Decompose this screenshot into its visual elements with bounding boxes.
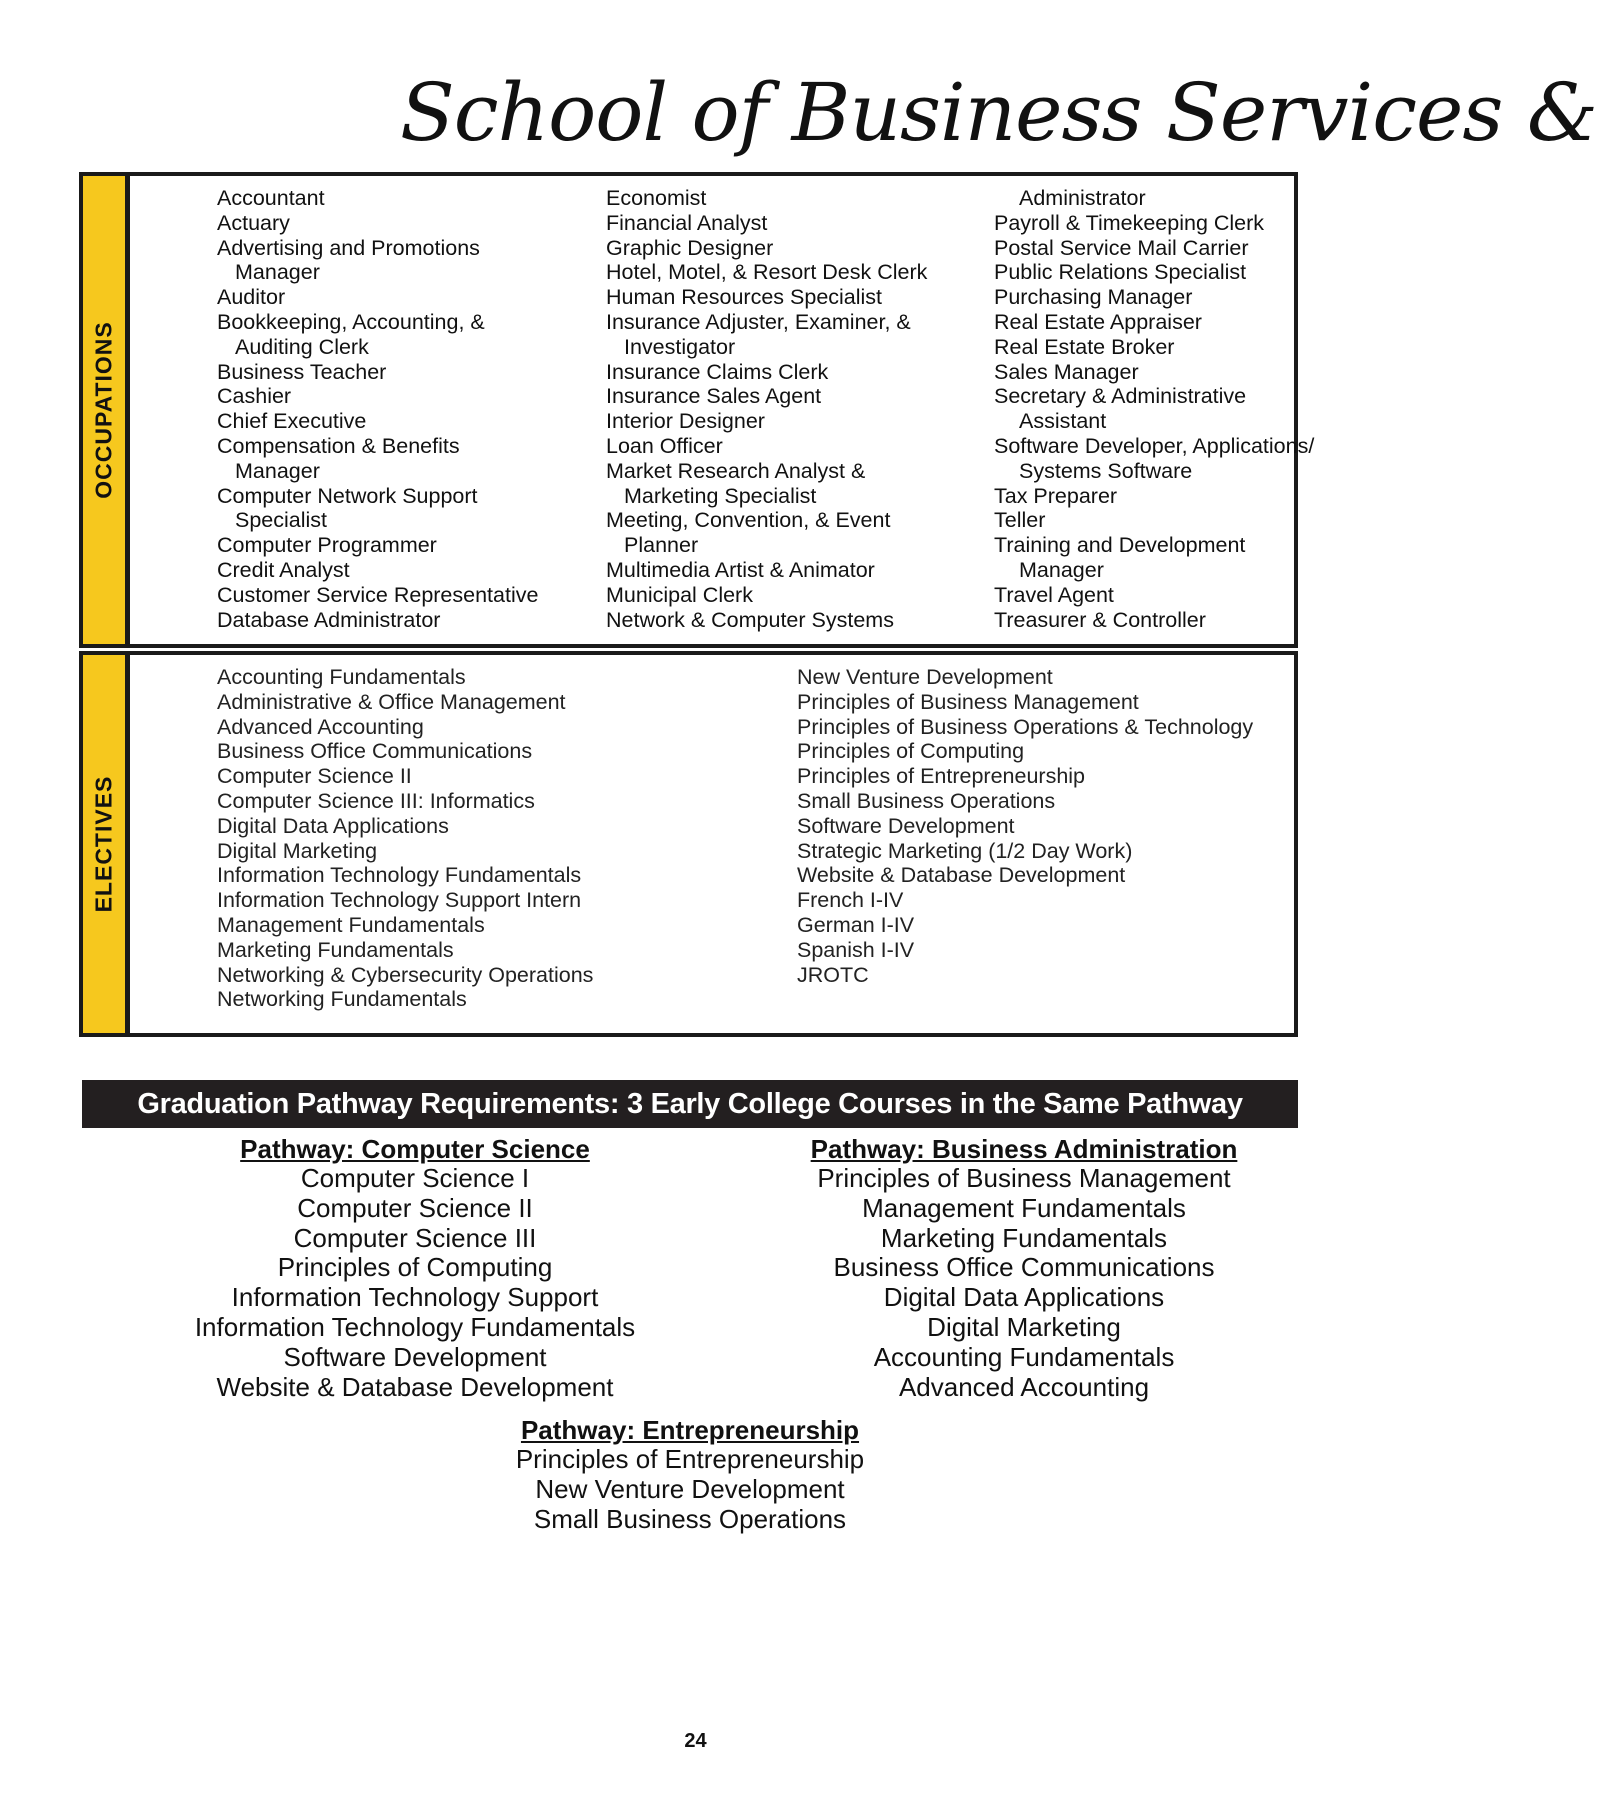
list-item: Principles of Entrepreneurship	[515, 1444, 865, 1474]
list-item: Spanish I-IV	[797, 937, 915, 962]
list-item: Purchasing Manager	[994, 285, 1193, 310]
electives-side-tab	[83, 655, 130, 1033]
list-item: Marketing Specialist	[624, 483, 817, 508]
list-item: Principles of Business Management	[817, 1163, 1231, 1193]
list-item: Assistant	[1019, 409, 1107, 434]
list-item: Principles of Business Management	[797, 689, 1139, 714]
list-item: New Venture Development	[535, 1473, 845, 1504]
list-item: Software Development	[283, 1341, 547, 1372]
list-item: Computer Programmer	[217, 533, 437, 558]
list-item: Computer Science II	[217, 764, 412, 789]
list-item: Meeting, Convention, & Event	[606, 508, 891, 533]
list-item: Market Research Analyst &	[606, 458, 866, 483]
list-item: Networking & Cybersecurity Operations	[217, 962, 594, 987]
list-item: Information Technology Support Intern	[217, 888, 582, 913]
list-item: Manager	[1019, 557, 1104, 582]
pathway-title: Pathway: Business Administration	[810, 1134, 1238, 1164]
list-item: Digital Marketing	[217, 838, 378, 863]
list-item: Accounting Fundamentals	[873, 1341, 1175, 1372]
list-item: Public Relations Specialist	[994, 260, 1247, 285]
list-item: Database Administrator	[217, 607, 441, 632]
list-item: Real Estate Appraiser	[994, 309, 1202, 334]
list-item: Chief Executive	[217, 409, 367, 434]
occupations-column-3	[994, 186, 1314, 632]
list-item: Travel Agent	[994, 582, 1114, 607]
list-item: Insurance Claims Clerk	[606, 359, 829, 384]
list-item: Payroll & Timekeeping Clerk	[994, 210, 1265, 235]
list-item: Administrative & Office Management	[217, 689, 566, 714]
list-item: Computer Science III: Informatics	[217, 788, 535, 813]
list-item: Customer Service Representative	[217, 582, 539, 607]
list-item: Systems Software	[1019, 458, 1193, 483]
list-item: Management Fundamentals	[217, 912, 485, 937]
graduation-banner: Graduation Pathway Requirements: 3 Early College Courses in the Same Pathway	[82, 1080, 1298, 1128]
list-item: Business Office Communications	[833, 1252, 1215, 1283]
pathway-title: Pathway: Computer Science	[240, 1134, 590, 1164]
list-item: Bookkeeping, Accounting, &	[217, 309, 485, 334]
list-item: Networking Fundamentals	[217, 987, 467, 1012]
list-item: Marketing Fundamentals	[217, 937, 454, 962]
list-item: French I-IV	[797, 888, 904, 913]
list-item: Digital Data Applications	[217, 813, 449, 838]
list-item: Treasurer & Controller	[994, 607, 1206, 632]
list-item: Digital Marketing	[927, 1311, 1121, 1342]
list-item: Loan Officer	[606, 433, 723, 458]
list-item: Hotel, Motel, & Resort Desk Clerk	[606, 260, 928, 285]
list-item: New Venture Development	[797, 665, 1053, 689]
occupations-label: OCCUPATIONS	[90, 321, 117, 499]
list-item: Software Developer, Applications/	[994, 433, 1315, 458]
list-item: Compensation & Benefits	[217, 433, 460, 458]
list-item: Principles of Entrepreneurship	[797, 764, 1086, 789]
list-item: Secretary & Administrative	[994, 384, 1247, 409]
list-item: Actuary	[217, 210, 290, 235]
list-item: Small Business Operations	[797, 788, 1056, 813]
list-item: Multimedia Artist & Animator	[606, 557, 875, 582]
list-item: Economist	[606, 186, 707, 210]
pathway-entrepreneurship	[390, 1415, 990, 1534]
list-item: Manager	[235, 458, 320, 483]
list-item: Auditor	[217, 285, 286, 310]
pathway-course-list	[724, 1164, 1324, 1402]
list-item: Small Business Operations	[533, 1503, 847, 1534]
list-item: Financial Analyst	[606, 210, 768, 235]
electives-column-1	[217, 665, 593, 1012]
list-item: Tax Preparer	[994, 483, 1118, 508]
list-item: Computer Network Support	[217, 483, 478, 508]
list-item: Credit Analyst	[217, 557, 350, 582]
pathway-title: Pathway: Entrepreneurship	[520, 1415, 860, 1445]
pathway-course-list	[115, 1164, 715, 1402]
list-item: Cashier	[217, 384, 292, 409]
list-item: Digital Data Applications	[883, 1282, 1165, 1313]
list-item: Principles of Computing	[277, 1252, 553, 1283]
list-item: Insurance Adjuster, Examiner, &	[606, 309, 911, 334]
list-item: Postal Service Mail Carrier	[994, 235, 1249, 260]
list-item: Graphic Designer	[606, 235, 774, 260]
list-item: Computer Science III	[293, 1222, 537, 1253]
list-item: Training and Development	[994, 533, 1246, 558]
occupations-column-1	[217, 186, 538, 632]
list-item: Advanced Accounting	[217, 714, 424, 739]
list-item: Management Fundamentals	[862, 1192, 1186, 1223]
list-item: Interior Designer	[606, 409, 765, 434]
list-item: Computer Science I	[300, 1163, 530, 1193]
page-title: School of Business Services &	[400, 66, 1597, 159]
list-item: Accountant	[217, 186, 325, 210]
pathway-business-administration	[724, 1134, 1324, 1402]
list-item: Advertising and Promotions	[217, 235, 480, 260]
list-item: Teller	[994, 508, 1046, 533]
pathway-course-list	[390, 1445, 990, 1534]
list-item: Municipal Clerk	[606, 582, 753, 607]
list-item: Information Technology Fundamentals	[217, 863, 582, 888]
list-item: Specialist	[235, 508, 328, 533]
list-item: JROTC	[797, 962, 869, 987]
list-item: Manager	[235, 260, 320, 285]
list-item: Marketing Fundamentals	[880, 1222, 1168, 1253]
list-item: Insurance Sales Agent	[606, 384, 822, 409]
occupations-panel	[79, 172, 1315, 648]
page-number: 24	[684, 1730, 707, 1752]
list-item: Strategic Marketing (1/2 Day Work)	[797, 838, 1133, 863]
list-item: German I-IV	[797, 912, 915, 937]
list-item: Website & Database Development	[797, 863, 1126, 888]
list-item: Planner	[624, 533, 699, 558]
list-item: Auditing Clerk	[235, 334, 369, 359]
list-item: Principles of Computing	[797, 739, 1025, 764]
list-item: Computer Science II	[297, 1192, 533, 1223]
list-item: Sales Manager	[994, 359, 1139, 384]
electives-panel	[79, 651, 1298, 1037]
list-item: Network & Computer Systems	[606, 607, 894, 632]
list-item: Business Teacher	[217, 359, 387, 384]
list-item: Business Office Communications	[217, 739, 533, 764]
list-item: Software Development	[797, 813, 1015, 838]
list-item: Information Technology Support	[231, 1282, 599, 1313]
electives-column-2	[797, 665, 1253, 987]
list-item: Principles of Business Operations & Technology	[797, 714, 1254, 739]
list-item: Real Estate Broker	[994, 334, 1175, 359]
list-item: Accounting Fundamentals	[217, 665, 466, 689]
occupations-side-tab	[83, 176, 130, 644]
list-item: Administrator	[1019, 186, 1146, 210]
list-item: Advanced Accounting	[898, 1371, 1150, 1402]
occupations-column-2	[606, 186, 927, 632]
electives-label: ELECTIVES	[90, 775, 117, 913]
list-item: Investigator	[624, 334, 736, 359]
list-item: Information Technology Fundamentals	[194, 1311, 636, 1342]
pathway-computer-science	[115, 1134, 715, 1402]
list-item: Website & Database Development	[216, 1371, 614, 1402]
list-item: Human Resources Specialist	[606, 285, 883, 310]
